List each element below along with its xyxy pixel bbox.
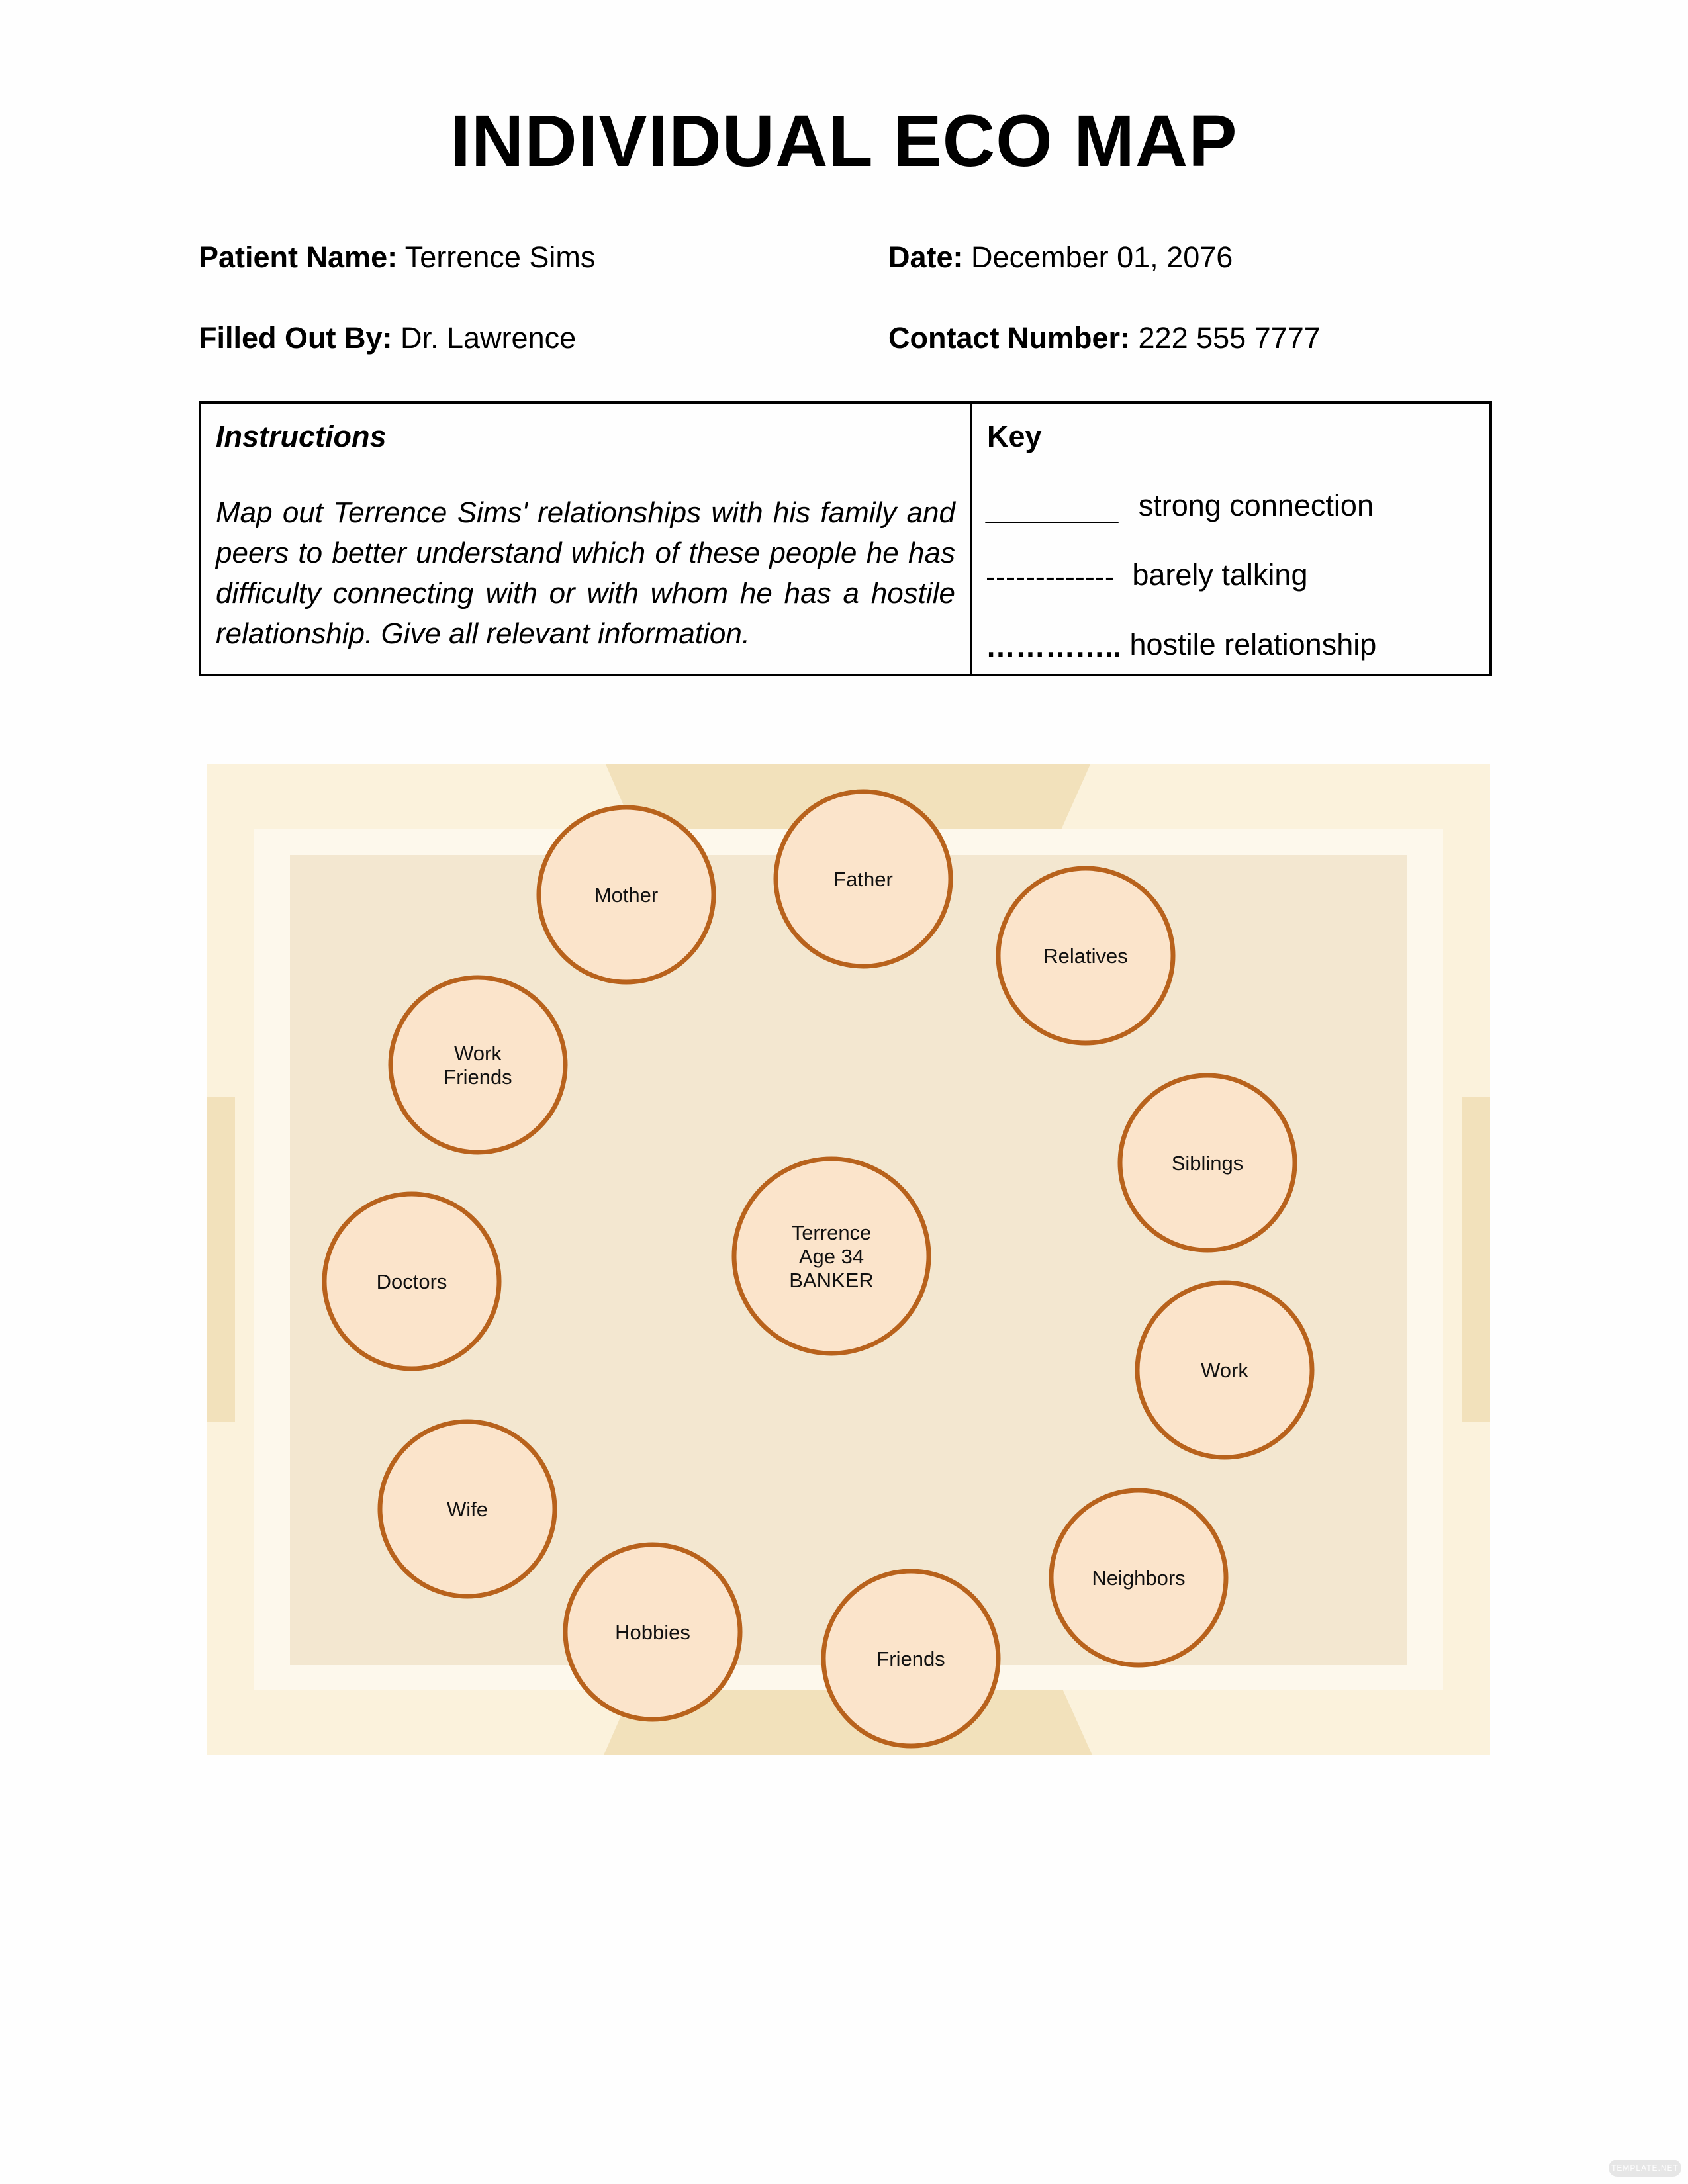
node-mother-label: Mother — [594, 884, 659, 907]
date-field — [888, 240, 1233, 275]
node-work-friends-label: Work — [454, 1042, 502, 1065]
date-value: December 01, 2076 — [971, 240, 1233, 274]
contact-number-field — [888, 321, 1321, 355]
node-wife-label: Wife — [447, 1498, 488, 1521]
dotted-line-symbol: ………….. — [986, 629, 1122, 664]
center-node-terrence-label: Terrence — [791, 1221, 872, 1244]
node-relatives-label: Relatives — [1043, 944, 1128, 968]
filled-out-by-field — [199, 321, 576, 355]
node-work — [1137, 1283, 1312, 1457]
hostile-relationship-label: hostile relationship — [1129, 627, 1377, 661]
node-doctors-label: Doctors — [376, 1270, 447, 1293]
filled-out-by-label: Filled Out By: — [199, 321, 393, 355]
node-work-friends — [391, 978, 565, 1152]
filled-out-by-value: Dr. Lawrence — [400, 321, 577, 355]
node-relatives — [998, 868, 1173, 1043]
map-left-tab — [207, 1097, 235, 1422]
node-work-friends-label: Friends — [444, 1066, 512, 1089]
contact-number-value: 222 555 7777 — [1138, 321, 1321, 355]
patient-name-value: Terrence Sims — [404, 240, 596, 274]
node-friends-label: Friends — [876, 1647, 945, 1670]
instructions-cell — [201, 404, 972, 674]
patient-name-field — [199, 240, 595, 275]
key-item-strong — [986, 488, 1374, 525]
page-title: INDIVIDUAL ECO MAP — [450, 101, 1238, 182]
date-label: Date: — [888, 240, 963, 274]
node-work-label: Work — [1201, 1359, 1248, 1382]
strong-line-symbol: ________ — [986, 490, 1119, 525]
center-node-terrence-label: Age 34 — [798, 1245, 865, 1268]
instructions-heading: Instructions — [216, 420, 387, 453]
node-doctors — [324, 1194, 499, 1369]
watermark-badge: TEMPLATE.NET — [1609, 2160, 1681, 2177]
dashed-line-symbol: ------------- — [986, 560, 1115, 594]
node-neighbors — [1051, 1490, 1226, 1665]
center-node-terrence — [734, 1159, 929, 1353]
node-work-friends-circle — [391, 978, 565, 1152]
node-siblings — [1120, 1075, 1295, 1250]
node-siblings-label: Siblings — [1171, 1152, 1244, 1175]
node-wife — [380, 1422, 555, 1596]
node-father-label: Father — [833, 868, 893, 891]
patient-name-label: Patient Name: — [199, 240, 398, 274]
node-father — [776, 792, 951, 966]
node-friends — [823, 1571, 998, 1746]
node-neighbors-label: Neighbors — [1092, 1567, 1186, 1590]
node-hobbies — [565, 1545, 740, 1719]
strong-connection-label: strong connection — [1138, 488, 1374, 522]
barely-talking-label: barely talking — [1132, 558, 1308, 592]
contact-number-label: Contact Number: — [888, 321, 1131, 355]
key-item-barely — [986, 558, 1307, 594]
key-heading: Key — [987, 420, 1042, 453]
map-right-tab — [1462, 1097, 1490, 1422]
key-item-hostile — [986, 627, 1376, 664]
node-hobbies-label: Hobbies — [615, 1621, 690, 1644]
instructions-text: Map out Terrence Sims' relationships with his family and peers to better understand which of these people he has difficulty connecting with or with whom he has a hostile relationship. Give all relevant information. — [216, 496, 955, 650]
center-node-terrence-label: BANKER — [789, 1269, 874, 1292]
node-mother — [539, 807, 714, 982]
